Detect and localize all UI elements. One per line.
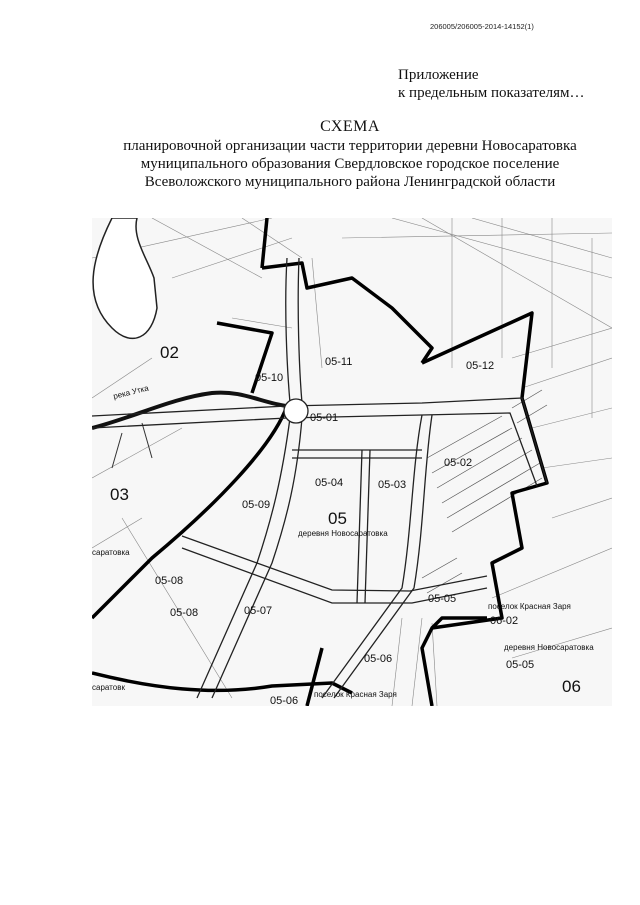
title-line-2: муниципального образования Свердловское городское поселение — [140, 156, 560, 172]
zone-label-02: 02 — [160, 343, 179, 362]
zone-label-05-05-b: 05-05 — [506, 659, 535, 671]
lake-shape — [93, 218, 157, 338]
title-line-3: Всеволожского муниципального района Ленинградской области — [144, 174, 556, 190]
zone-label-05-02: 05-02 — [444, 457, 473, 469]
place-label-novosaratovka-right: деревня Новосаратовка — [504, 643, 594, 652]
zone-label-05-05: 05-05 — [428, 593, 457, 605]
map-svg — [92, 218, 612, 706]
appendix-line-2: к предельным показателям… — [398, 85, 585, 101]
zone-label-06-02: 06-02 — [490, 615, 519, 627]
document-id: 206005/206005-2014-14152(1) — [430, 22, 534, 31]
document-title — [60, 118, 640, 191]
zone-label-05-09: 05-09 — [242, 499, 271, 511]
title-main: СХЕМА — [320, 118, 380, 135]
zone-label-05-04: 05-04 — [315, 477, 344, 489]
place-label-novosaratovka-center: деревня Новосаратовка — [298, 529, 388, 538]
planning-scheme-map — [92, 218, 612, 706]
zone-label-05: 05 — [328, 509, 347, 528]
zone-label-05-11: 05-11 — [325, 356, 353, 368]
appendix-note — [398, 66, 585, 102]
zone-boundaries — [92, 218, 547, 706]
background-lines — [92, 218, 612, 706]
place-label-saratovka-left: саратовка — [92, 548, 130, 557]
zone-label-06: 06 — [562, 677, 581, 696]
zone-label-05-12: 05-12 — [466, 360, 495, 372]
zone-label-05-03: 05-03 — [378, 479, 407, 491]
appendix-line-1: Приложение — [398, 67, 479, 83]
place-label-saratovka-bottom: саратовк — [92, 683, 125, 692]
zone-label-05-10: 05-10 — [255, 372, 284, 384]
river-branch — [112, 423, 152, 468]
place-label-krasnaya-zarya-1: поселок Красная Заря — [488, 602, 571, 611]
roundabout — [284, 399, 308, 423]
zone-label-03: 03 — [110, 485, 129, 504]
river-name-label: река Утка — [112, 383, 150, 401]
zone-label-05-06-a: 05-06 — [364, 653, 393, 665]
place-label-krasnaya-zarya-2: поселок Красная Заря — [314, 690, 397, 699]
zone-label-05-01: 05-01 — [310, 412, 339, 424]
zone-label-05-08-b: 05-08 — [170, 607, 199, 619]
title-line-1: планировочной организации части территории деревни Новосаратовка — [123, 138, 577, 154]
zone-label-05-06-b: 05-06 — [270, 695, 299, 706]
zone-label-05-08-a: 05-08 — [155, 575, 184, 587]
zone-label-05-07: 05-07 — [244, 605, 273, 617]
